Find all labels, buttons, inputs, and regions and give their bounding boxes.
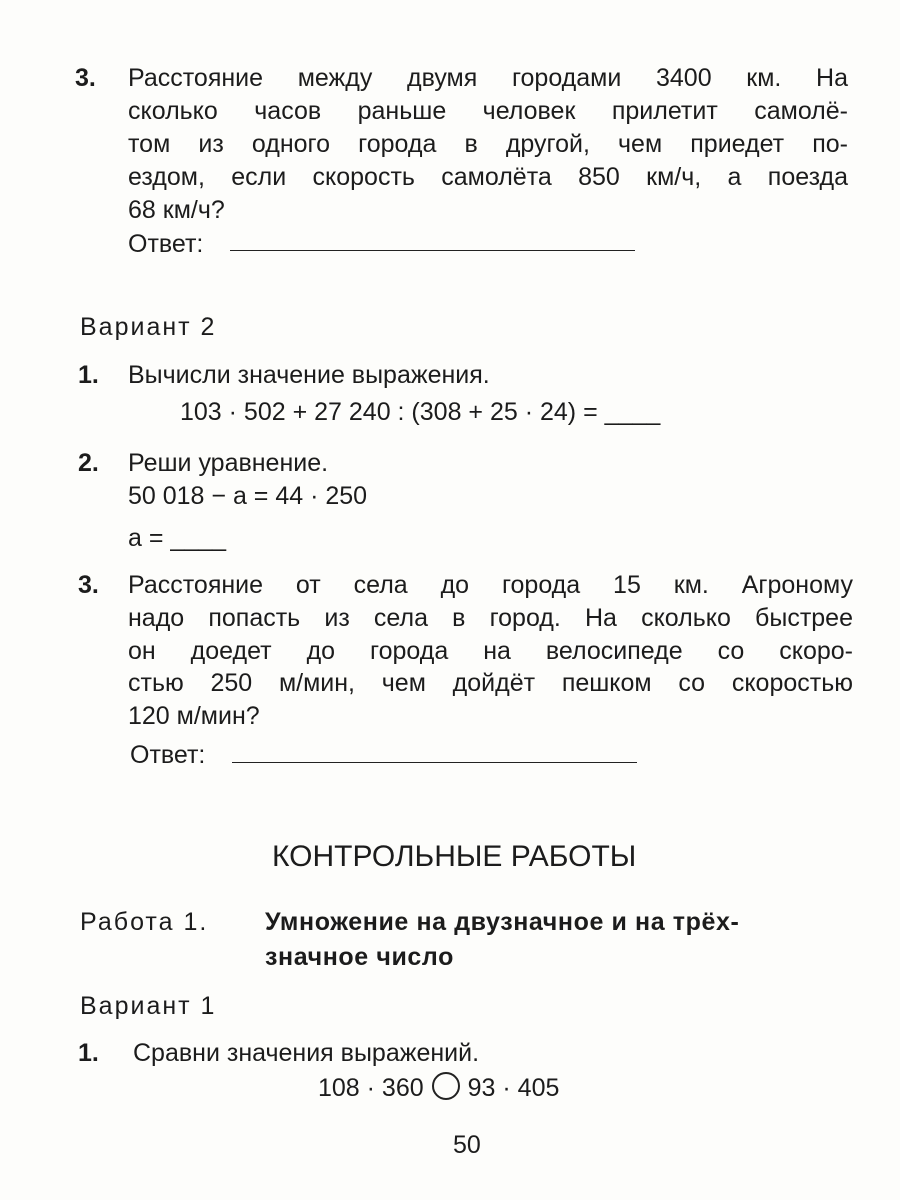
expression: 103 · 502 + 27 240 : (308 + 25 · 24) = ____ [180, 398, 661, 426]
work-title: значное число [265, 943, 454, 971]
expression-right: 93 · 405 [467, 1074, 560, 1102]
task-text-line: надо попасть из села в город. На сколько быстрее [128, 604, 853, 632]
task-number: 3. [75, 64, 96, 92]
task-text-line: Расстояние между двумя городами 3400 км. На [128, 64, 848, 92]
answer-line[interactable] [230, 250, 635, 251]
section-title: КОНТРОЛЬНЫЕ РАБОТЫ [272, 840, 637, 873]
equation: 50 018 − a = 44 · 250 [128, 482, 368, 510]
variant-title: Вариант 1 [80, 992, 217, 1020]
work-label: Работа 1. [80, 908, 209, 936]
answer-label: Ответ: [130, 741, 206, 769]
work-title: Умножение на двузначное и на трёх- [265, 908, 740, 936]
answer-line[interactable] [232, 762, 637, 763]
expression-left: 108 · 360 [318, 1074, 424, 1102]
task-text-line: 120 м/мин? [128, 702, 260, 730]
page-number: 50 [453, 1131, 481, 1159]
task-text-line: стью 250 м/мин, чем дойдёт пешком со скоростью [128, 669, 853, 697]
task-text-line: он доедет до города на велосипеде со скоро- [128, 637, 853, 665]
task-number: 1. [78, 1039, 99, 1067]
answer-label: Ответ: [128, 230, 204, 258]
comparison [318, 1072, 559, 1104]
variant-title: Вариант 2 [80, 313, 217, 341]
task-number: 2. [78, 449, 99, 477]
task-text-line: сколько часов раньше человек прилетит самолё- [128, 97, 848, 125]
task-text-line: ездом, если скорость самолёта 850 км/ч, а поезда [128, 163, 848, 191]
task-text-line: 68 км/ч? [128, 196, 225, 224]
task-number: 3. [78, 571, 99, 599]
task-text-line: том из одного города в другой, чем приедет по- [128, 130, 848, 158]
task-text: Вычисли значение выражения. [128, 361, 490, 389]
task-text-line: Расстояние от села до города 15 км. Агроному [128, 571, 853, 599]
comparison-circle[interactable] [432, 1072, 460, 1100]
task-text: Сравни значения выражений. [133, 1039, 480, 1067]
equation-answer: a = ____ [128, 524, 227, 552]
task-text: Реши уравнение. [128, 449, 329, 477]
task-number: 1. [78, 361, 99, 389]
